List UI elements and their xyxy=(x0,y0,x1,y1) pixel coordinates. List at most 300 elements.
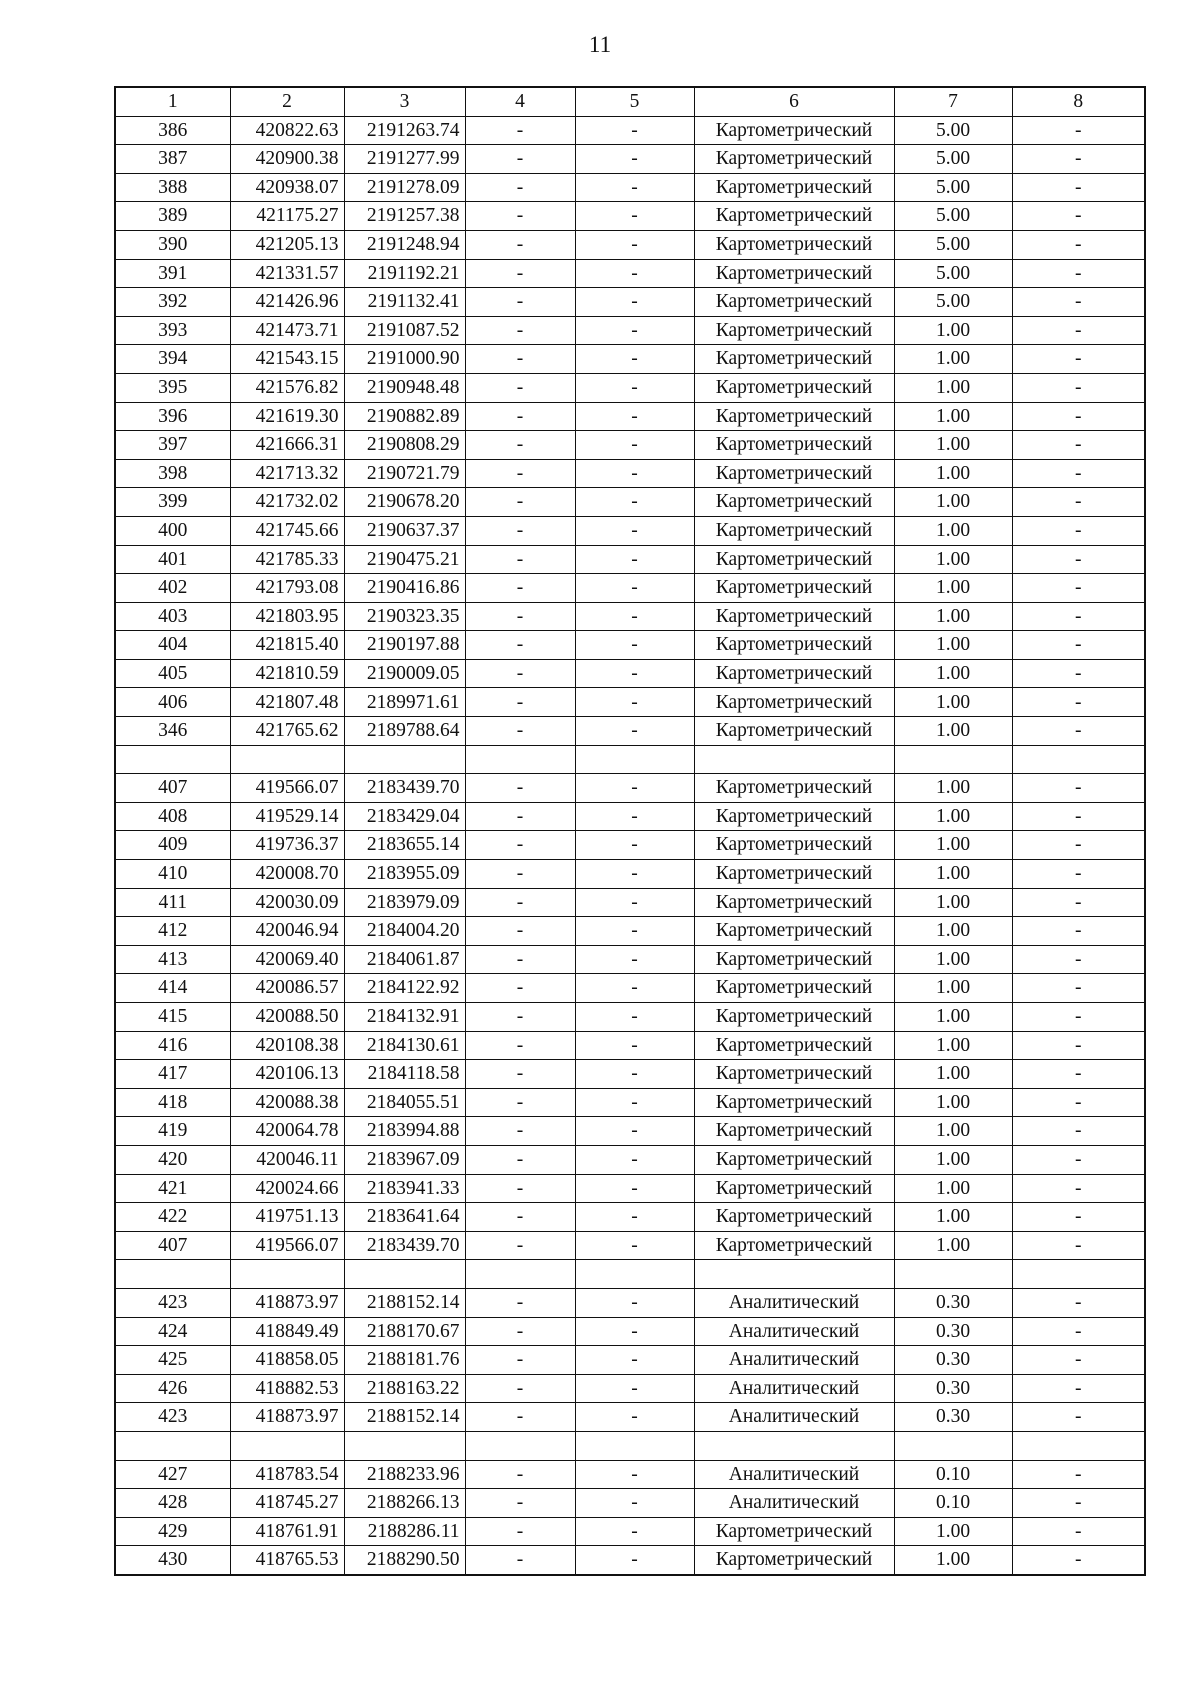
method-cell: Картометрический xyxy=(694,516,894,545)
accuracy-cell: 1.00 xyxy=(894,831,1012,860)
x-coordinate-cell: 418873.97 xyxy=(230,1403,344,1432)
x-coordinate-cell xyxy=(230,745,344,774)
accuracy-cell: 1.00 xyxy=(894,1145,1012,1174)
point-number-cell: 426 xyxy=(115,1374,230,1403)
accuracy-cell: 5.00 xyxy=(894,259,1012,288)
point-number-cell: 398 xyxy=(115,459,230,488)
table-row xyxy=(115,974,1145,1003)
y-coordinate-cell: 2188233.96 xyxy=(344,1460,465,1489)
method-cell: Картометрический xyxy=(694,974,894,1003)
y-coordinate-cell: 2183439.70 xyxy=(344,1231,465,1260)
column-4-cell: - xyxy=(465,1403,575,1432)
column-5-cell: - xyxy=(575,1489,694,1518)
y-coordinate-cell: 2190882.89 xyxy=(344,402,465,431)
method-cell: Картометрический xyxy=(694,402,894,431)
table-row xyxy=(115,1031,1145,1060)
table-row xyxy=(115,945,1145,974)
point-number-cell: 397 xyxy=(115,431,230,460)
accuracy-cell: 1.00 xyxy=(894,1088,1012,1117)
column-4-cell: - xyxy=(465,402,575,431)
method-cell: Картометрический xyxy=(694,860,894,889)
table-row xyxy=(115,602,1145,631)
column-8-cell: - xyxy=(1012,116,1145,145)
accuracy-cell: 1.00 xyxy=(894,1174,1012,1203)
column-5-cell: - xyxy=(575,860,694,889)
method-cell: Картометрический xyxy=(694,688,894,717)
point-number-cell: 404 xyxy=(115,631,230,660)
column-8-cell xyxy=(1012,1431,1145,1460)
y-coordinate-cell: 2190948.48 xyxy=(344,373,465,402)
method-cell: Картометрический xyxy=(694,316,894,345)
column-5-cell: - xyxy=(575,202,694,231)
table-row xyxy=(115,688,1145,717)
y-coordinate-cell: 2183641.64 xyxy=(344,1203,465,1232)
method-cell: Картометрический xyxy=(694,288,894,317)
column-4-cell: - xyxy=(465,1203,575,1232)
table-row xyxy=(115,802,1145,831)
column-4-cell: - xyxy=(465,688,575,717)
column-4-cell: - xyxy=(465,116,575,145)
column-8-cell: - xyxy=(1012,1489,1145,1518)
column-4-cell: - xyxy=(465,1489,575,1518)
column-8-cell: - xyxy=(1012,602,1145,631)
point-number-cell: 419 xyxy=(115,1117,230,1146)
table-row xyxy=(115,1145,1145,1174)
table-row xyxy=(115,1489,1145,1518)
x-coordinate-cell: 418849.49 xyxy=(230,1317,344,1346)
method-cell: Картометрический xyxy=(694,1231,894,1260)
method-cell: Картометрический xyxy=(694,173,894,202)
x-coordinate-cell: 420108.38 xyxy=(230,1031,344,1060)
column-4-cell: - xyxy=(465,974,575,1003)
method-cell: Аналитический xyxy=(694,1489,894,1518)
table-row xyxy=(115,431,1145,460)
y-coordinate-cell: 2188163.22 xyxy=(344,1374,465,1403)
y-coordinate-cell: 2190197.88 xyxy=(344,631,465,660)
point-number-cell: 409 xyxy=(115,831,230,860)
method-cell: Картометрический xyxy=(694,1088,894,1117)
column-5-cell: - xyxy=(575,1060,694,1089)
accuracy-cell: 1.00 xyxy=(894,431,1012,460)
column-5-cell: - xyxy=(575,1403,694,1432)
accuracy-cell: 0.30 xyxy=(894,1317,1012,1346)
separator-row xyxy=(115,745,1145,774)
column-8-cell: - xyxy=(1012,1088,1145,1117)
accuracy-cell: 1.00 xyxy=(894,945,1012,974)
y-coordinate-cell: 2183979.09 xyxy=(344,888,465,917)
x-coordinate-cell: 418761.91 xyxy=(230,1517,344,1546)
method-cell: Аналитический xyxy=(694,1403,894,1432)
column-8-cell: - xyxy=(1012,1145,1145,1174)
column-8-cell: - xyxy=(1012,945,1145,974)
y-coordinate-cell: 2191277.99 xyxy=(344,145,465,174)
point-number-cell xyxy=(115,1431,230,1460)
y-coordinate-cell: 2190009.05 xyxy=(344,659,465,688)
column-4-cell: - xyxy=(465,1346,575,1375)
method-cell: Картометрический xyxy=(694,802,894,831)
x-coordinate-cell: 420008.70 xyxy=(230,860,344,889)
x-coordinate-cell: 420030.09 xyxy=(230,888,344,917)
column-5-cell: - xyxy=(575,145,694,174)
y-coordinate-cell: 2184004.20 xyxy=(344,917,465,946)
table-body xyxy=(115,116,1145,1575)
x-coordinate-cell: 418783.54 xyxy=(230,1460,344,1489)
method-cell: Картометрический xyxy=(694,545,894,574)
column-header: 6 xyxy=(694,87,894,116)
y-coordinate-cell: 2183994.88 xyxy=(344,1117,465,1146)
column-8-cell: - xyxy=(1012,459,1145,488)
x-coordinate-cell: 421666.31 xyxy=(230,431,344,460)
point-number-cell: 392 xyxy=(115,288,230,317)
column-header: 7 xyxy=(894,87,1012,116)
column-5-cell: - xyxy=(575,1346,694,1375)
x-coordinate-cell: 421713.32 xyxy=(230,459,344,488)
column-5-cell: - xyxy=(575,1203,694,1232)
column-5-cell: - xyxy=(575,917,694,946)
column-8-cell: - xyxy=(1012,1231,1145,1260)
accuracy-cell: 1.00 xyxy=(894,717,1012,746)
method-cell: Аналитический xyxy=(694,1317,894,1346)
column-8-cell: - xyxy=(1012,230,1145,259)
column-4-cell: - xyxy=(465,459,575,488)
point-number-cell: 405 xyxy=(115,659,230,688)
column-8-cell: - xyxy=(1012,202,1145,231)
x-coordinate-cell: 421205.13 xyxy=(230,230,344,259)
x-coordinate-cell: 421473.71 xyxy=(230,316,344,345)
column-5-cell: - xyxy=(575,602,694,631)
y-coordinate-cell: 2184118.58 xyxy=(344,1060,465,1089)
point-number-cell: 400 xyxy=(115,516,230,545)
column-8-cell: - xyxy=(1012,802,1145,831)
accuracy-cell: 0.30 xyxy=(894,1346,1012,1375)
table-row xyxy=(115,488,1145,517)
point-number-cell: 424 xyxy=(115,1317,230,1346)
column-4-cell: - xyxy=(465,860,575,889)
y-coordinate-cell: 2191132.41 xyxy=(344,288,465,317)
y-coordinate-cell xyxy=(344,1260,465,1289)
accuracy-cell: 1.00 xyxy=(894,1003,1012,1032)
method-cell xyxy=(694,1431,894,1460)
x-coordinate-cell: 421807.48 xyxy=(230,688,344,717)
x-coordinate-cell: 421331.57 xyxy=(230,259,344,288)
method-cell xyxy=(694,1260,894,1289)
method-cell: Картометрический xyxy=(694,602,894,631)
table-row xyxy=(115,1203,1145,1232)
y-coordinate-cell: 2184122.92 xyxy=(344,974,465,1003)
method-cell: Картометрический xyxy=(694,345,894,374)
point-number-cell: 415 xyxy=(115,1003,230,1032)
y-coordinate-cell: 2183439.70 xyxy=(344,774,465,803)
column-8-cell xyxy=(1012,1260,1145,1289)
column-5-cell: - xyxy=(575,288,694,317)
column-4-cell: - xyxy=(465,831,575,860)
column-5-cell: - xyxy=(575,802,694,831)
point-number-cell: 429 xyxy=(115,1517,230,1546)
point-number-cell: 401 xyxy=(115,545,230,574)
accuracy-cell: 1.00 xyxy=(894,802,1012,831)
point-number-cell: 395 xyxy=(115,373,230,402)
column-4-cell: - xyxy=(465,602,575,631)
x-coordinate-cell: 420088.38 xyxy=(230,1088,344,1117)
point-number-cell: 422 xyxy=(115,1203,230,1232)
point-number-cell: 390 xyxy=(115,230,230,259)
column-8-cell: - xyxy=(1012,1374,1145,1403)
accuracy-cell: 0.10 xyxy=(894,1489,1012,1518)
table-row xyxy=(115,631,1145,660)
accuracy-cell: 1.00 xyxy=(894,1517,1012,1546)
column-5-cell: - xyxy=(575,631,694,660)
column-4-cell: - xyxy=(465,1517,575,1546)
column-4-cell: - xyxy=(465,173,575,202)
accuracy-cell: 1.00 xyxy=(894,516,1012,545)
column-4-cell: - xyxy=(465,1460,575,1489)
column-8-cell: - xyxy=(1012,488,1145,517)
x-coordinate-cell: 419566.07 xyxy=(230,774,344,803)
point-number-cell: 408 xyxy=(115,802,230,831)
method-cell: Картометрический xyxy=(694,1117,894,1146)
x-coordinate-cell: 421619.30 xyxy=(230,402,344,431)
column-8-cell: - xyxy=(1012,688,1145,717)
y-coordinate-cell: 2184055.51 xyxy=(344,1088,465,1117)
point-number-cell: 391 xyxy=(115,259,230,288)
column-4-cell: - xyxy=(465,259,575,288)
column-5-cell xyxy=(575,745,694,774)
x-coordinate-cell xyxy=(230,1260,344,1289)
column-4-cell: - xyxy=(465,373,575,402)
column-8-cell xyxy=(1012,745,1145,774)
method-cell: Картометрический xyxy=(694,116,894,145)
point-number-cell: 421 xyxy=(115,1174,230,1203)
column-5-cell: - xyxy=(575,116,694,145)
table-row xyxy=(115,173,1145,202)
x-coordinate-cell: 420086.57 xyxy=(230,974,344,1003)
x-coordinate-cell: 420106.13 xyxy=(230,1060,344,1089)
y-coordinate-cell: 2190475.21 xyxy=(344,545,465,574)
column-8-cell: - xyxy=(1012,917,1145,946)
table-row xyxy=(115,774,1145,803)
column-8-cell: - xyxy=(1012,974,1145,1003)
table-row xyxy=(115,659,1145,688)
point-number-cell: 430 xyxy=(115,1546,230,1575)
column-8-cell: - xyxy=(1012,1031,1145,1060)
accuracy-cell: 0.10 xyxy=(894,1460,1012,1489)
table-row xyxy=(115,860,1145,889)
y-coordinate-cell: 2189788.64 xyxy=(344,717,465,746)
x-coordinate-cell: 420069.40 xyxy=(230,945,344,974)
point-number-cell: 407 xyxy=(115,1231,230,1260)
method-cell: Картометрический xyxy=(694,1145,894,1174)
column-4-cell: - xyxy=(465,288,575,317)
x-coordinate-cell: 421785.33 xyxy=(230,545,344,574)
x-coordinate-cell xyxy=(230,1431,344,1460)
method-cell: Аналитический xyxy=(694,1460,894,1489)
x-coordinate-cell: 420822.63 xyxy=(230,116,344,145)
method-cell: Картометрический xyxy=(694,431,894,460)
column-4-cell: - xyxy=(465,1546,575,1575)
column-5-cell: - xyxy=(575,230,694,259)
method-cell: Картометрический xyxy=(694,202,894,231)
x-coordinate-cell: 418745.27 xyxy=(230,1489,344,1518)
x-coordinate-cell: 420900.38 xyxy=(230,145,344,174)
point-number-cell: 346 xyxy=(115,717,230,746)
column-8-cell: - xyxy=(1012,631,1145,660)
method-cell: Картометрический xyxy=(694,230,894,259)
x-coordinate-cell: 421543.15 xyxy=(230,345,344,374)
table-row xyxy=(115,1374,1145,1403)
column-5-cell: - xyxy=(575,545,694,574)
column-5-cell: - xyxy=(575,259,694,288)
column-5-cell: - xyxy=(575,1460,694,1489)
column-8-cell: - xyxy=(1012,831,1145,860)
column-8-cell: - xyxy=(1012,1517,1145,1546)
accuracy-cell: 1.00 xyxy=(894,917,1012,946)
point-number-cell: 389 xyxy=(115,202,230,231)
accuracy-cell: 1.00 xyxy=(894,574,1012,603)
method-cell: Картометрический xyxy=(694,574,894,603)
table-row xyxy=(115,1288,1145,1317)
method-cell: Аналитический xyxy=(694,1288,894,1317)
column-4-cell: - xyxy=(465,659,575,688)
table-row xyxy=(115,373,1145,402)
method-cell: Картометрический xyxy=(694,631,894,660)
column-8-cell: - xyxy=(1012,574,1145,603)
column-8-cell: - xyxy=(1012,1117,1145,1146)
table-row xyxy=(115,1117,1145,1146)
column-4-cell: - xyxy=(465,202,575,231)
x-coordinate-cell: 421793.08 xyxy=(230,574,344,603)
column-4-cell: - xyxy=(465,574,575,603)
y-coordinate-cell: 2188152.14 xyxy=(344,1288,465,1317)
accuracy-cell: 1.00 xyxy=(894,373,1012,402)
column-5-cell: - xyxy=(575,316,694,345)
column-5-cell: - xyxy=(575,1117,694,1146)
accuracy-cell: 1.00 xyxy=(894,774,1012,803)
column-8-cell: - xyxy=(1012,1203,1145,1232)
x-coordinate-cell: 419566.07 xyxy=(230,1231,344,1260)
column-4-cell: - xyxy=(465,316,575,345)
table-row xyxy=(115,345,1145,374)
method-cell: Картометрический xyxy=(694,774,894,803)
column-4-cell: - xyxy=(465,1060,575,1089)
column-5-cell: - xyxy=(575,1231,694,1260)
column-8-cell: - xyxy=(1012,316,1145,345)
column-4-cell xyxy=(465,1431,575,1460)
y-coordinate-cell: 2184061.87 xyxy=(344,945,465,974)
column-4-cell: - xyxy=(465,1374,575,1403)
point-number-cell: 386 xyxy=(115,116,230,145)
method-cell: Картометрический xyxy=(694,917,894,946)
column-header: 8 xyxy=(1012,87,1145,116)
column-8-cell: - xyxy=(1012,402,1145,431)
coordinates-table xyxy=(114,86,1146,1576)
y-coordinate-cell: 2190416.86 xyxy=(344,574,465,603)
column-8-cell: - xyxy=(1012,774,1145,803)
y-coordinate-cell: 2188266.13 xyxy=(344,1489,465,1518)
column-8-cell: - xyxy=(1012,288,1145,317)
accuracy-cell: 1.00 xyxy=(894,1231,1012,1260)
table-row xyxy=(115,516,1145,545)
accuracy-cell: 1.00 xyxy=(894,631,1012,660)
column-5-cell: - xyxy=(575,173,694,202)
y-coordinate-cell: 2183429.04 xyxy=(344,802,465,831)
column-4-cell: - xyxy=(465,516,575,545)
column-5-cell: - xyxy=(575,459,694,488)
y-coordinate-cell: 2190808.29 xyxy=(344,431,465,460)
column-4-cell: - xyxy=(465,774,575,803)
column-5-cell: - xyxy=(575,831,694,860)
table-row xyxy=(115,202,1145,231)
column-8-cell: - xyxy=(1012,1317,1145,1346)
column-4-cell: - xyxy=(465,1317,575,1346)
point-number-cell: 403 xyxy=(115,602,230,631)
column-5-cell xyxy=(575,1260,694,1289)
column-5-cell: - xyxy=(575,402,694,431)
y-coordinate-cell: 2183941.33 xyxy=(344,1174,465,1203)
column-5-cell: - xyxy=(575,774,694,803)
point-number-cell: 410 xyxy=(115,860,230,889)
column-4-cell: - xyxy=(465,1231,575,1260)
column-8-cell: - xyxy=(1012,1460,1145,1489)
header-row xyxy=(115,87,1145,116)
column-4-cell: - xyxy=(465,1031,575,1060)
column-8-cell: - xyxy=(1012,373,1145,402)
accuracy-cell: 5.00 xyxy=(894,230,1012,259)
point-number-cell: 420 xyxy=(115,1145,230,1174)
separator-row xyxy=(115,1431,1145,1460)
point-number-cell: 396 xyxy=(115,402,230,431)
column-5-cell: - xyxy=(575,431,694,460)
table-row xyxy=(115,831,1145,860)
x-coordinate-cell: 419736.37 xyxy=(230,831,344,860)
separator-row xyxy=(115,1260,1145,1289)
column-5-cell: - xyxy=(575,1517,694,1546)
point-number-cell: 412 xyxy=(115,917,230,946)
point-number-cell: 416 xyxy=(115,1031,230,1060)
method-cell: Картометрический xyxy=(694,1546,894,1575)
column-4-cell: - xyxy=(465,888,575,917)
x-coordinate-cell: 420938.07 xyxy=(230,173,344,202)
y-coordinate-cell: 2191263.74 xyxy=(344,116,465,145)
column-5-cell: - xyxy=(575,488,694,517)
y-coordinate-cell: 2183955.09 xyxy=(344,860,465,889)
y-coordinate-cell: 2191087.52 xyxy=(344,316,465,345)
column-4-cell: - xyxy=(465,345,575,374)
point-number-cell: 402 xyxy=(115,574,230,603)
table-row xyxy=(115,288,1145,317)
method-cell: Аналитический xyxy=(694,1346,894,1375)
column-8-cell: - xyxy=(1012,516,1145,545)
y-coordinate-cell: 2191000.90 xyxy=(344,345,465,374)
accuracy-cell: 5.00 xyxy=(894,116,1012,145)
table-row xyxy=(115,717,1145,746)
y-coordinate-cell: 2188286.11 xyxy=(344,1517,465,1546)
x-coordinate-cell: 421815.40 xyxy=(230,631,344,660)
accuracy-cell xyxy=(894,1431,1012,1460)
x-coordinate-cell: 421426.96 xyxy=(230,288,344,317)
column-4-cell: - xyxy=(465,1174,575,1203)
column-8-cell: - xyxy=(1012,1346,1145,1375)
accuracy-cell: 1.00 xyxy=(894,1060,1012,1089)
column-4-cell: - xyxy=(465,1088,575,1117)
table-row xyxy=(115,1460,1145,1489)
column-5-cell xyxy=(575,1431,694,1460)
column-8-cell: - xyxy=(1012,145,1145,174)
y-coordinate-cell: 2190721.79 xyxy=(344,459,465,488)
column-8-cell: - xyxy=(1012,345,1145,374)
method-cell: Картометрический xyxy=(694,373,894,402)
accuracy-cell: 1.00 xyxy=(894,488,1012,517)
table-row xyxy=(115,888,1145,917)
